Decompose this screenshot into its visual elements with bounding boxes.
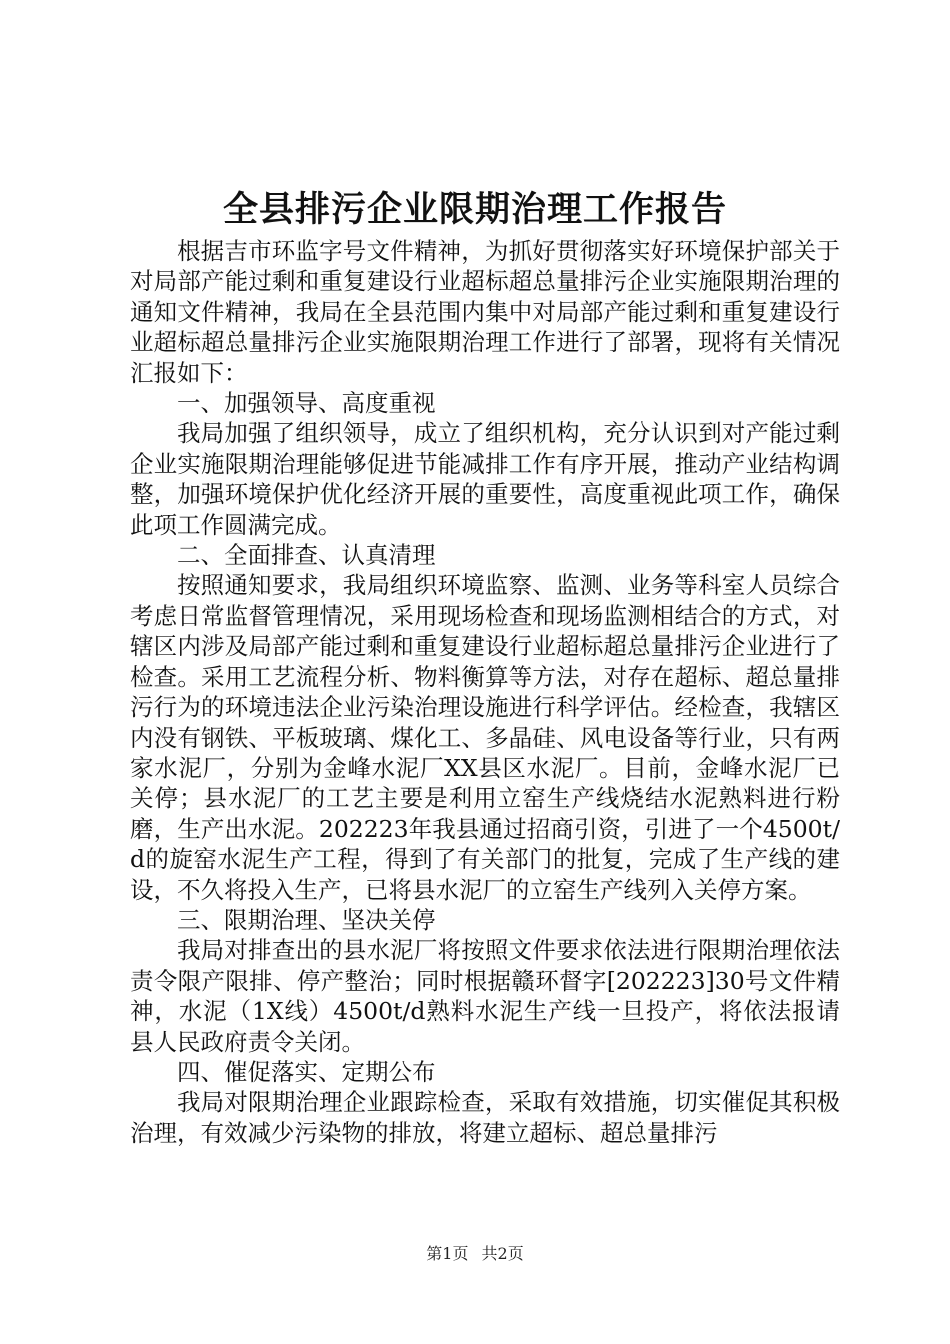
page-footer bbox=[0, 1242, 950, 1266]
paragraph-section-2: 按照通知要求，我局组织环境监察、监测、业务等科室人员综合考虑日常监督管理情况，采用现场检查和现场监测相结合的方式，对辖区内涉及局部产能过剩和重复建设行业超标超总量排污企业进行了检查。采用工艺流程分析、物料衡算等方法，对存在超标、超总量排污行为的环境违法企业污染治理设施进行科学评估。经检查，我辖区内没有钢铁、平板玻璃、煤化工、多晶硅、风电设备等行业，只有两家水泥厂，分别为金峰水泥厂XX县区水泥厂。目前，金峰水泥厂已关停；县水泥厂的工艺主要是利用立窑生产线烧结水泥熟料进行粉磨，生产出水泥。202223年我县通过招商引资，引进了一个4500t/d的旋窑水泥生产工程，得到了有关部门的批复，完成了生产线的建设，不久将投入生产，已将县水泥厂的立窑生产线列入关停方案。 bbox=[130, 571, 840, 904]
section-heading-3: 三、限期治理、坚决关停 bbox=[177, 905, 436, 934]
paragraph-section-3: 我局对排查出的县水泥厂将按照文件要求依法进行限期治理依法责令限产限排、停产整治；同时根据赣环督字[202223]30号文件精神，水泥（1X线）4500t/d熟料水泥生产线一旦投产，将依法报请县人民政府责令关闭。 bbox=[130, 936, 840, 1056]
section-heading-2: 二、全面排查、认真清理 bbox=[177, 541, 436, 570]
section-heading-1: 一、加强领导、高度重视 bbox=[177, 389, 436, 418]
page-number: 第1页 bbox=[426, 1244, 469, 1263]
document-title: 全县排污企业限期治理工作报告 bbox=[222, 189, 727, 230]
page-total: 共2页 bbox=[481, 1244, 524, 1263]
document-body bbox=[130, 236, 840, 1148]
paragraph-section-1: 我局加强了组织领导，成立了组织机构，充分认识到对产能过剩企业实施限期治理能够促进节能减排工作有序开展，推动产业结构调整，加强环境保护优化经济开展的重要性，高度重视此项工作，确保此项工作圆满完成。 bbox=[130, 419, 840, 539]
section-heading-4: 四、催促落实、定期公布 bbox=[177, 1057, 436, 1086]
paragraph-section-4: 我局对限期治理企业跟踪检查，采取有效措施，切实催促其积极治理，有效减少污染物的排放，将建立超标、超总量排污 bbox=[130, 1088, 840, 1147]
paragraph-intro: 根据吉市环监字号文件精神，为抓好贯彻落实好环境保护部关于对局部产能过剩和重复建设行业超标超总量排污企业实施限期治理的通知文件精神，我局在全县范围内集中对局部产能过剩和重复建设行业超标超总量排污企业实施限期治理工作进行了部署，现将有关情况汇报如下： bbox=[130, 237, 840, 387]
